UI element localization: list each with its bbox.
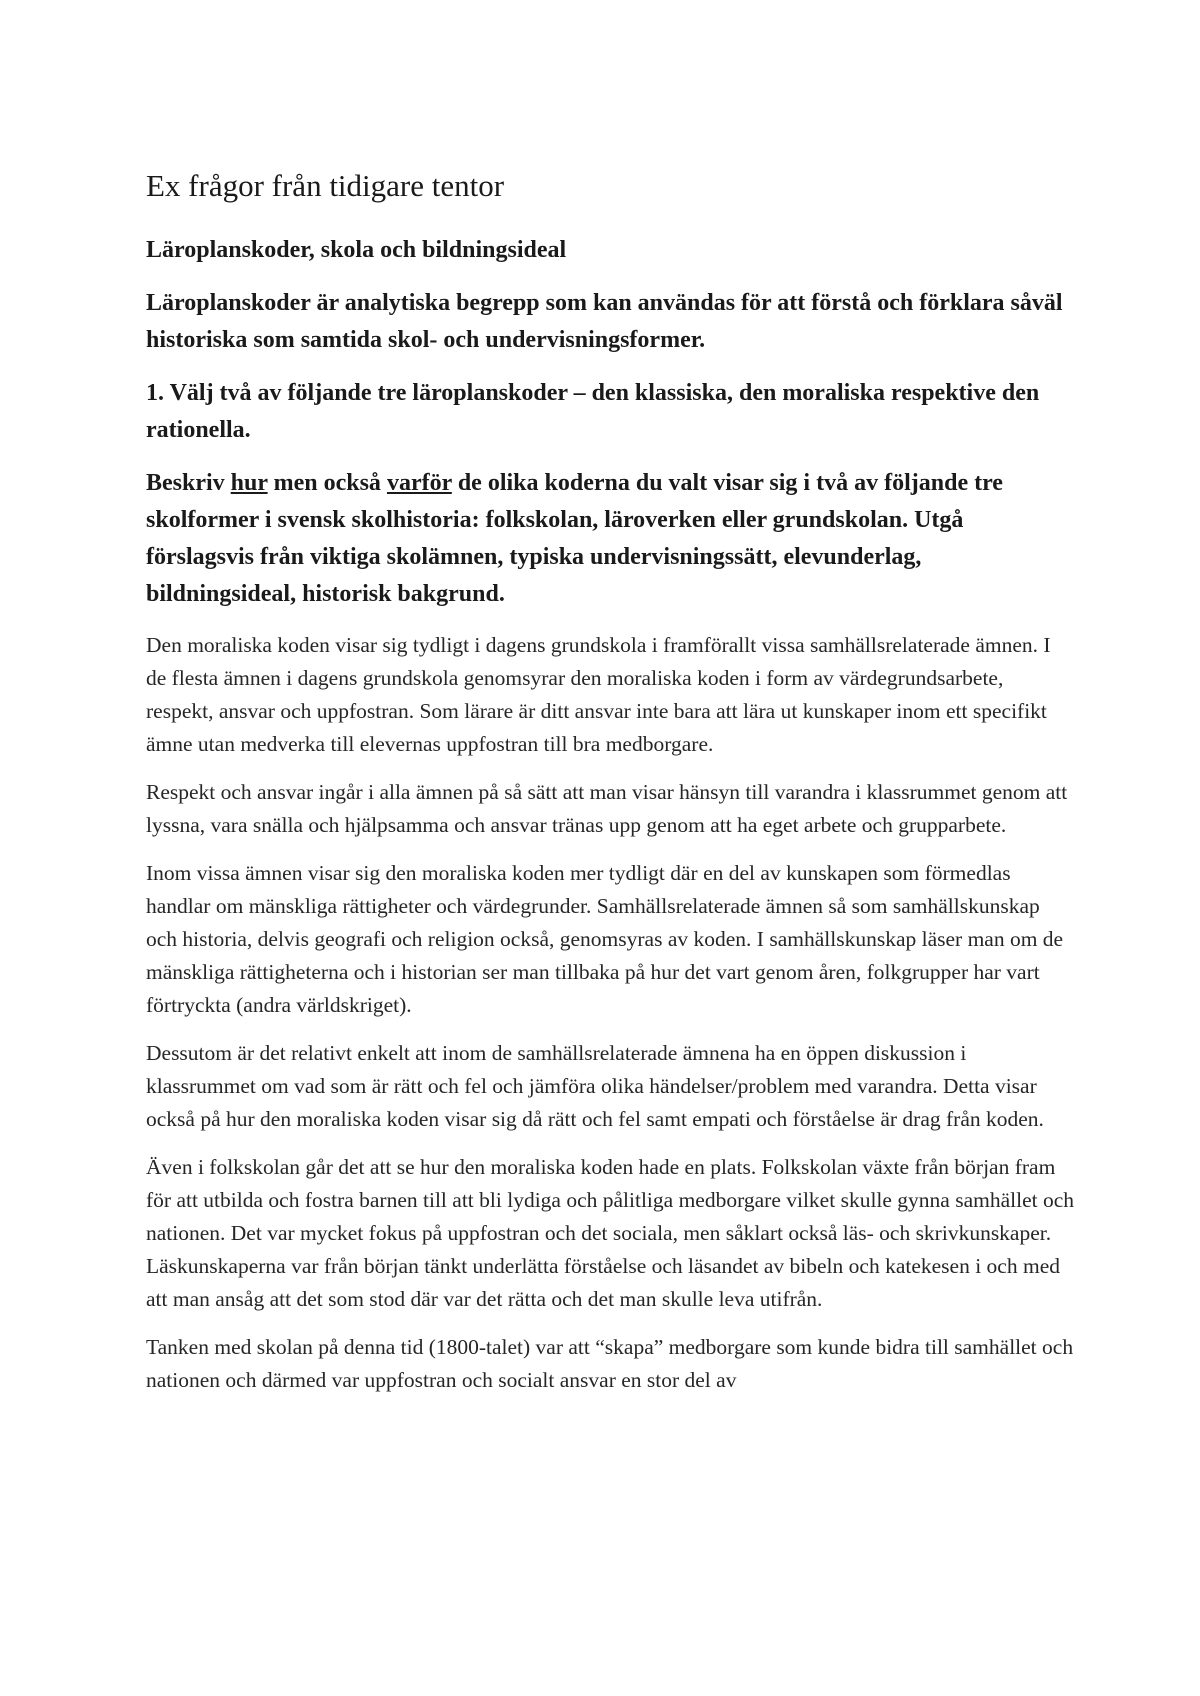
body-paragraph-1: Den moraliska koden visar sig tydligt i dagens grundskola i framförallt vissa samhällsrelaterade ämnen. I de flesta ämnen i dagens grundskola genomsyrar den moraliska koden i form av värdegrundsarbete, respekt, ansvar och uppfostran. Som lärare är ditt ansvar inte bara att lära ut kunskaper inom ett specifikt ämne utan medverka till elevernas uppfostran till bra medborgare. (146, 633, 1051, 756)
varfor-emphasis: varför (386, 470, 452, 496)
section-subtitle: Läroplanskoder, skola och bildningsideal (146, 237, 567, 263)
question-1: 1. Välj två av följande tre läroplanskoder – den klassiska, den moraliska respektive den rationella. (146, 380, 1040, 443)
hur-emphasis: hur (230, 470, 268, 496)
body-paragraph-2: Respekt och ansvar ingår i alla ämnen på så sätt att man visar hänsyn till varandra i klassrummet genom att lyssna, vara snälla och hjälpsamma och ansvar tränas upp genom att ha eget arbete och grupparbete. (146, 780, 1068, 837)
body-paragraph-5: Även i folkskolan går det att se hur den moraliska koden hade en plats. Folkskolan växte från början fram för att utbilda och fostra barnen till att bli lydiga och pålitliga medborgare vilket skulle gynna samhället och nationen. Det var mycket fokus på uppfostran och det sociala, men såklart också läs- och skrivkunskaper. Läskunskaperna var från början tänkt underlätta förståelse och läsandet av bibeln och katekesen i och med att man ansåg att det som stod där var det rätta och det man skulle leva utifrån. (146, 1155, 1075, 1311)
body-paragraph-4: Dessutom är det relativt enkelt att inom de samhällsrelaterade ämnena ha en öppen diskussion i klassrummet om vad som är rätt och fel och jämföra olika händelser/problem med varandra. Detta visar också på hur den moraliska koden visar sig då rätt och fel samt empati och förståelse är drag från koden. (146, 1041, 1044, 1131)
document-title: Ex frågor från tidigare tentor (146, 168, 505, 203)
describe-text-1: Beskriv (146, 470, 231, 496)
body-paragraph-3: Inom vissa ämnen visar sig den moraliska koden mer tydligt där en del av kunskapen som förmedlas handlar om mänskliga rättigheter och värdegrunder. Samhällsrelaterade ämnen så som samhällskunskap och historia, delvis geografi och religion också, genomsyras av koden. I samhällskunskap läser man om de mänskliga rättigheterna och i historian ser man tillbaka på hur det vart genom åren, folkgrupper har vart förtryckta (andra världskriget). (146, 861, 1064, 1017)
intro-paragraph: Läroplanskoder är analytiska begrepp som kan användas för att förstå och förklara såväl historiska som samtida skol- och undervisningsformer. (146, 290, 1063, 353)
describe-instruction (146, 465, 1076, 613)
document-page (146, 166, 1076, 1412)
describe-text-3: de olika koderna du valt visar sig i två av följande tre skolformer i svensk skolhistoria: folkskolan, läroverken eller grundskolan. Utgå förslagsvis från viktiga skolämnen, typiska undervisningssätt, elevunderlag, bildningsideal, historisk bakgrund. (146, 470, 1003, 607)
body-paragraph-6: Tanken med skolan på denna tid (1800-talet) var att “skapa” medborgare som kunde bidra till samhället och nationen och därmed var uppfostran och socialt ansvar en stor del av (146, 1335, 1074, 1392)
describe-text-2: men också (267, 470, 387, 496)
